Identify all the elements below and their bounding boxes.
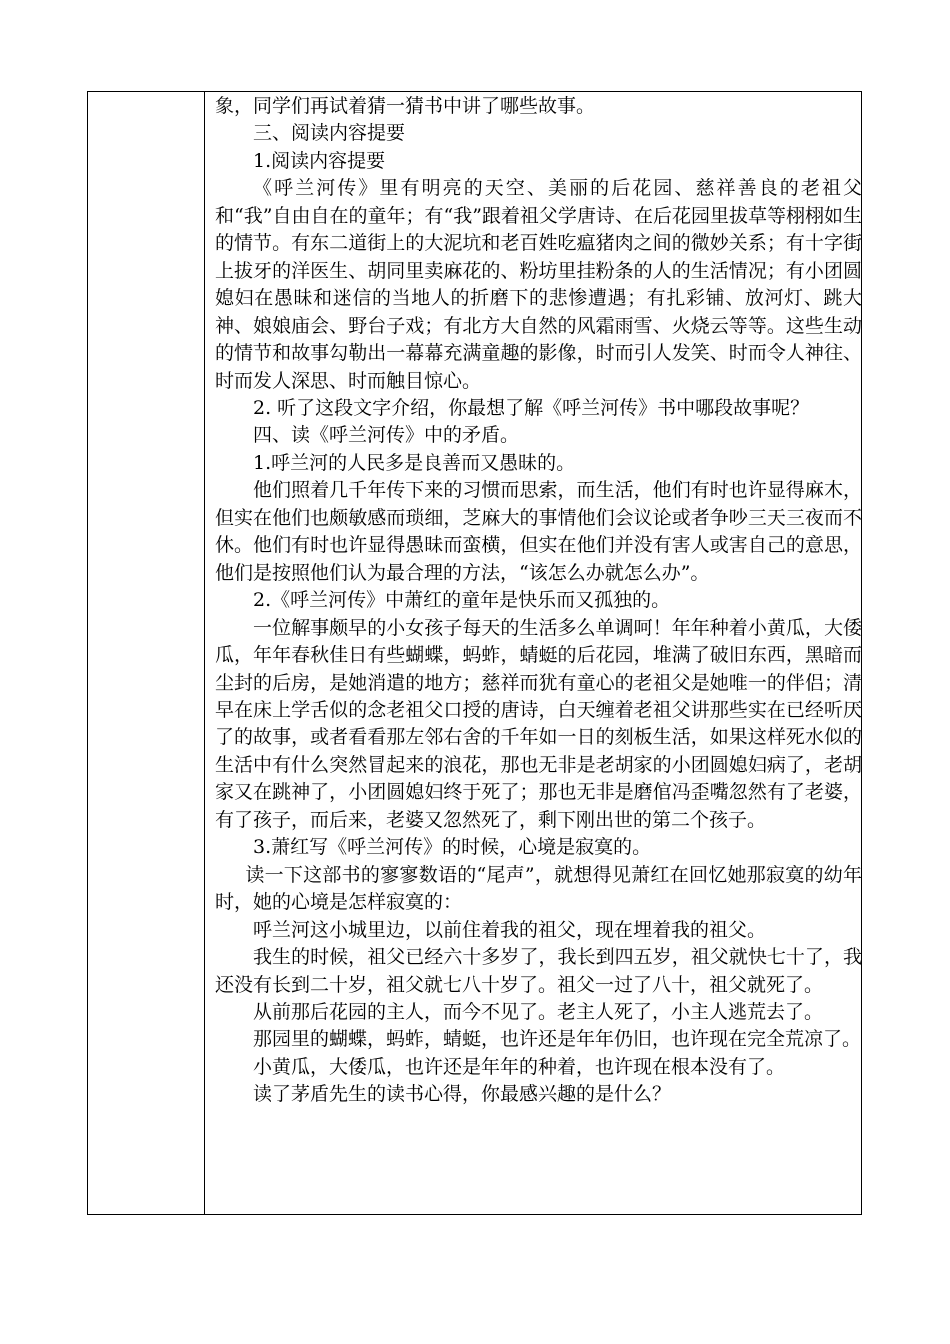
paragraph-epilogue-3: 从前那后花园的主人，而今不见了。老主人死了，小主人逃荒去了。 <box>253 1000 824 1023</box>
section-heading-contradictions: 四、读《呼兰河传》中的矛盾。 <box>253 424 520 447</box>
document-table <box>87 91 862 1215</box>
paragraph-epilogue-1: 呼兰河这小城里边，以前住着我的祖父，现在埋着我的祖父。 <box>253 918 767 941</box>
paragraph-summary-content: 《呼兰河传》里有明亮的天空、美丽的后花园、慈祥善良的老祖父和“我”自由自在的童年；有“我”跟着祖父学唐诗、在后花园里拔草等栩栩如生的情节。有东二道街上的大泥坑和老百姓吃瘟猪肉之间的微妙关系；有十字街上拔牙的洋医生、胡同里卖麻花的、粉坊里挂粉条的人的生活情况；有小团圆媳妇在愚昧和迷信的当地人的折磨下的悲惨遭遇；有扎彩铺、放河灯、跳大神、娘娘庙会、野台子戏；有北方大自然的风霜雨雪、火烧云等等。这些生动的情节和故事勾勒出一幕幕充满童趣的影像，时而引人发笑、时而令人神往、时而发人深思、时而触目惊心。 <box>215 177 862 392</box>
subheading-mood: 3.萧红写《呼兰河传》的时候，心境是寂寞的。 <box>253 836 652 859</box>
subheading-people: 1.呼兰河的人民多是良善而又愚昧的。 <box>253 451 576 474</box>
paragraph-question-2: 读了茅盾先生的读书心得，你最感兴趣的是什么？ <box>253 1083 672 1106</box>
paragraph-question-1: 2. 听了这段文字介绍，你最想了解《呼兰河传》书中哪段故事呢？ <box>253 396 810 419</box>
paragraph-childhood: 一位解事颇早的小女孩子每天的生活多么单调呵！年年种着小黄瓜，大倭瓜，年年春秋佳日有些蝴蝶，蚂蚱，蜻蜓的后花园，堆满了破旧东西，黑暗而尘封的后房，是她消遣的地方；慈祥而犹有童心的老祖父是她唯一的伴侣；清早在床上学舌似的念老祖父口授的唐诗，白天缠着老祖父讲那些实在已经听厌了的故事，或者看看那左邻右舍的千年如一日的刻板生活，如果这样死水似的生活中有什么突然冒起来的浪花，那也无非是老胡家的小团圆媳妇病了，老胡家又在跳神了，小团圆媳妇终于死了；那也无非是磨倌冯歪嘴忽然有了老婆，有了孩子，而后来，老婆又忽然死了，剩下刚出世的第二个孩子。 <box>215 616 862 831</box>
section-heading-reading-summary: 三、阅读内容提要 <box>253 122 406 145</box>
subheading-childhood: 2.《呼兰河传》中萧红的童年是快乐而又孤独的。 <box>253 589 671 612</box>
paragraph-epilogue-4: 那园里的蝴蝶，蚂蚱，蜻蜓，也许还是年年仍旧，也许现在完全荒凉了。 <box>253 1028 862 1051</box>
paragraph-intro-continuation: 象，同学们再试着猜一猜书中讲了哪些故事。 <box>215 95 596 117</box>
paragraph-epilogue-2: 我生的时候，祖父已经六十多岁了，我长到四五岁，祖父就快七十了，我还没有长到二十岁，祖父就七八十岁了。祖父一过了八十，祖父就死了。 <box>215 946 862 996</box>
subheading-reading-summary: 1.阅读内容提要 <box>253 149 386 172</box>
paragraph-epilogue-intro: 读一下这部书的寥寥数语的“尾声”，就想得见萧红在回忆她那寂寞的幼年时，她的心境是怎样寂寞的： <box>215 863 862 914</box>
lesson-text <box>215 93 862 1109</box>
table-content-column <box>205 92 861 1214</box>
paragraph-epilogue-5: 小黄瓜，大倭瓜，也许还是年年的种着，也许现在根本没有了。 <box>253 1055 786 1078</box>
paragraph-people: 他们照着几千年传下来的习惯而思索，而生活，他们有时也许显得麻木，但实在他们也颇敏感而琐细，芝麻大的事情他们会议论或者争吵三天三夜而不休。他们有时也许显得愚昧而蛮横，但实在他们并没有害人或害自己的意思，他们是按照他们认为最合理的方法，“该怎么办就怎么办”。 <box>215 479 862 584</box>
table-left-column <box>88 92 205 1214</box>
